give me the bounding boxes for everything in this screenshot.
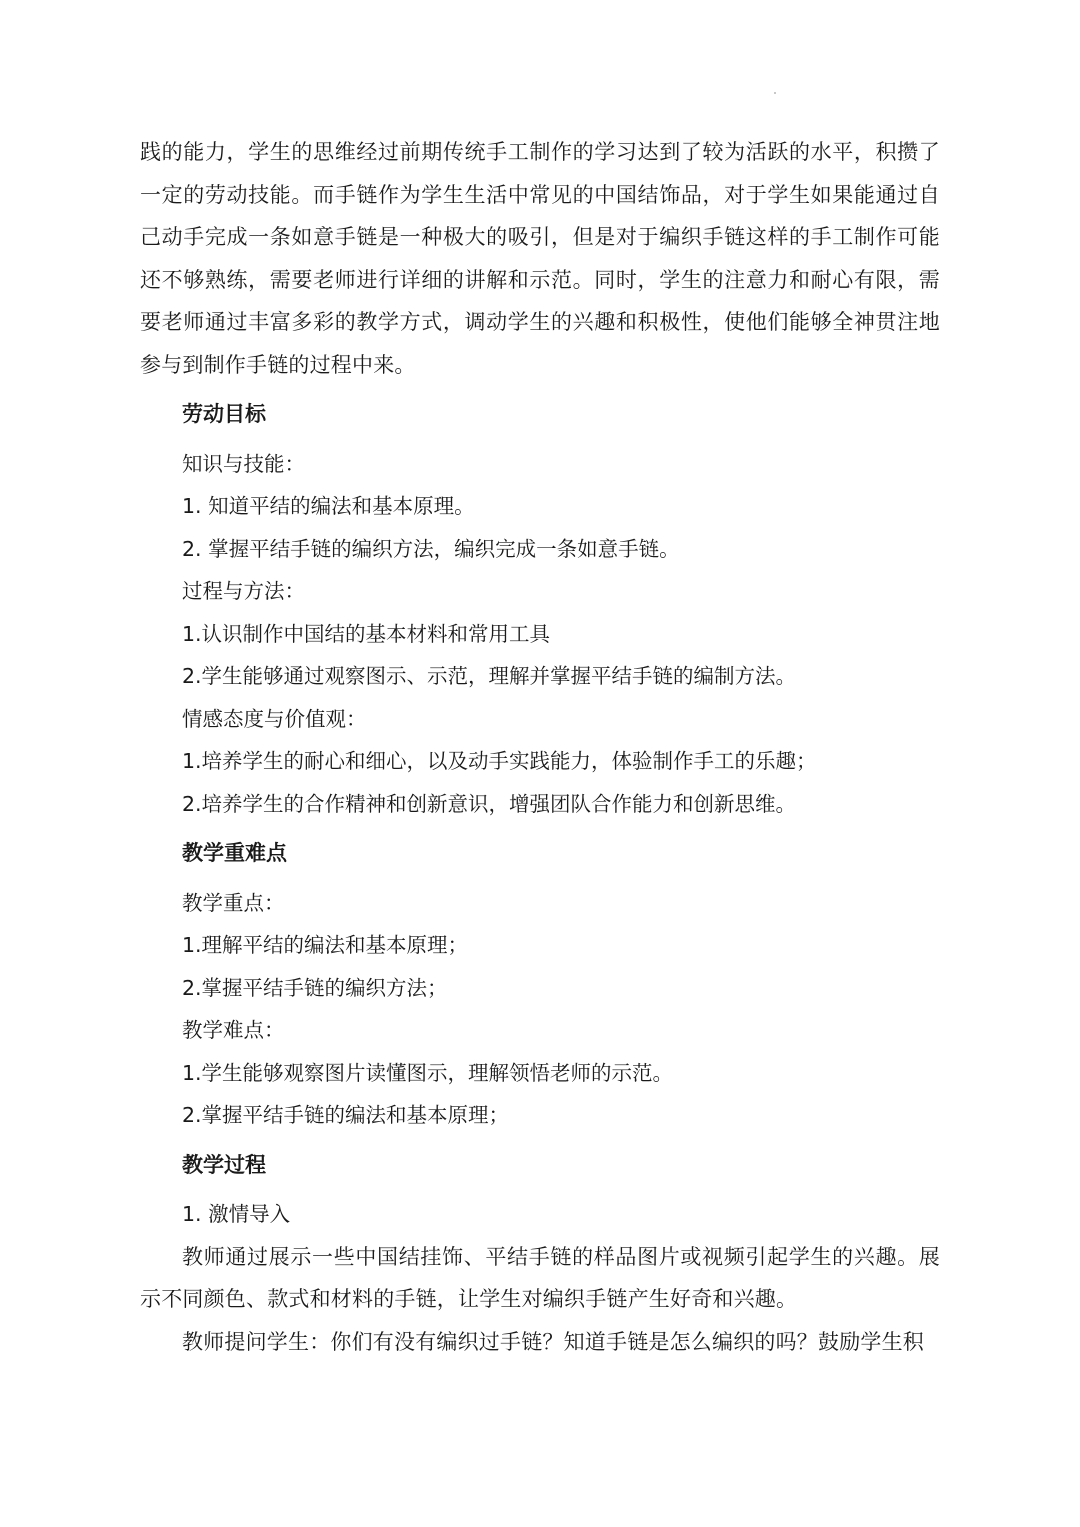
focus-item-2: 2.掌握平结手链的编织方法； [182, 975, 448, 1000]
process-heading: 教学过程 [182, 1152, 266, 1177]
document-body [140, 131, 940, 1363]
emotion-item-1: 1.培养学生的耐心和细心，以及动手实践能力，体验制作手工的乐趣； [182, 749, 817, 773]
difficulty-item-1: 1.学生能够观察图片读懂图示，理解领悟老师的示范。 [182, 1060, 674, 1085]
key-points-heading: 教学重难点 [182, 841, 287, 865]
knowledge-label: 知识与技能： [182, 451, 305, 476]
goals-heading: 劳动目标 [182, 402, 266, 426]
focus-item-1: 1.理解平结的编法和基本原理； [182, 933, 469, 957]
page-mark [774, 92, 776, 94]
step1-label: 1. 激情导入 [182, 1202, 291, 1226]
focus-label: 教学重点： [182, 890, 285, 915]
process-item-2: 2.学生能够通过观察图示、示范，理解并掌握平结手链的编制方法。 [182, 664, 797, 688]
difficulty-item-2: 2.掌握平结手链的编法和基本原理； [182, 1103, 510, 1127]
process-label: 过程与方法： [182, 579, 305, 603]
knowledge-item-1: 1. 知道平结的编法和基本原理。 [182, 494, 475, 518]
difficulty-label: 教学难点： [182, 1018, 285, 1042]
intro-paragraph: 践的能力，学生的思维经过前期传统手工制作的学习达到了较为活跃的水平，积攒了一定的劳动技能。而手链作为学生生活中常见的中国结饰品，对于学生如果能通过自己动手完成一条如意手链是一种极大的吸引，但是对于编织手链这样的手工制作可能还不够熟练，需要老师进行详细的讲解和示范。同时，学生的注意力和耐心有限，需要老师通过丰富多彩的教学方式，调动学生的兴趣和积极性，使他们能够全神贯注地参与到制作手链的过程中来。 [140, 140, 940, 377]
process-paragraph-1: 教师通过展示一些中国结挂饰、平结手链的样品图片或视频引起学生的兴趣。展示不同颜色、款式和材料的手链，让学生对编织手链产生好奇和兴趣。 [140, 1244, 940, 1311]
emotion-label: 情感态度与价值观： [182, 706, 367, 731]
emotion-item-2: 2.培养学生的合作精神和创新意识，增强团队合作能力和创新思维。 [182, 791, 797, 816]
process-item-1: 1.认识制作中国结的基本材料和常用工具 [182, 621, 551, 646]
process-paragraph-2: 教师提问学生：你们有没有编织过手链？知道手链是怎么编织的吗？鼓励学生积 [182, 1329, 924, 1354]
knowledge-item-2: 2. 掌握平结手链的编织方法，编织完成一条如意手链。 [182, 536, 680, 561]
